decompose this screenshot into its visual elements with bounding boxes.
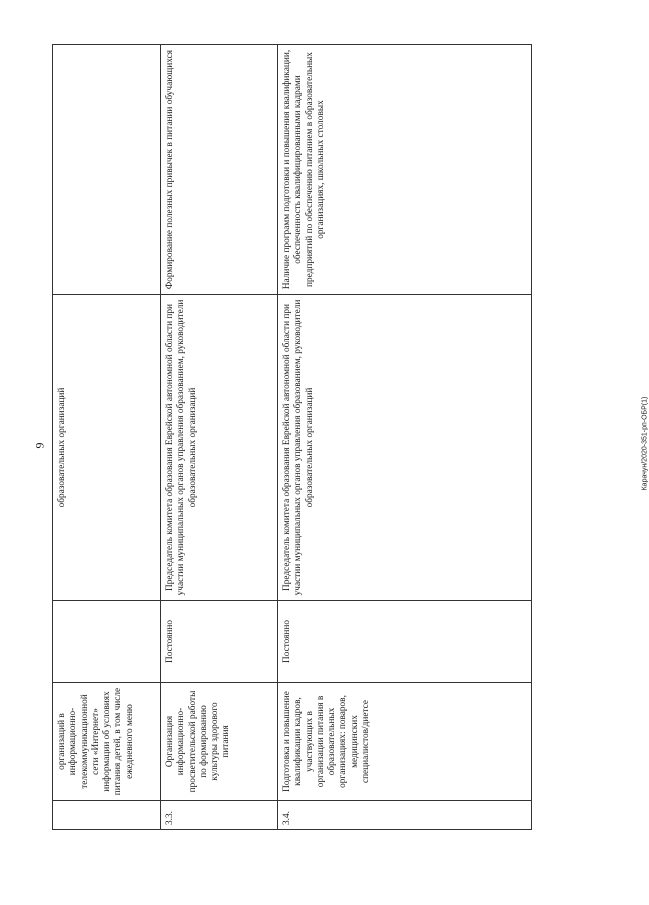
row-number: 3.3. <box>161 801 278 830</box>
table-row <box>53 45 161 830</box>
responsible: Председатель комитета образования Еврейской автономной области при участии муниципальных органов управления образованием, руководители образовательных организаций <box>278 295 532 601</box>
table-row <box>161 45 278 830</box>
responsible: Председатель комитета образования Еврейской автономной области при участии муниципальных органов управления образованием, руководители образовательных организаций <box>161 295 278 601</box>
expected-result: Наличие программ подготовки и повышения квалификации, обеспеченность квалифицированными кадрами предприятий по обеспечению питанием в образовательных организациях, школьных столовых <box>278 45 532 295</box>
measure-name: Подготовка и повышение квалификации кадров, участвующих в организации питания в образовательных организациях: поваров, медицинских специалистов/диетсе <box>278 683 532 801</box>
row-number <box>53 801 161 830</box>
measure-name: организаций в информационно-телекоммуникационной сети «Интернет» информации об условиях питания детей, в том числе ежедневного меню <box>53 683 161 801</box>
responsible: образовательных организаций <box>53 295 161 601</box>
document-stamp: Карачун/2020-351-рп-ОБР(1) <box>641 396 649 491</box>
page-number: 9 <box>32 442 47 449</box>
row-number: 3.4. <box>278 801 532 830</box>
expected-result <box>53 45 161 295</box>
expected-result: Формирование полезных привычек в питании обучающихся <box>161 45 278 295</box>
term <box>53 601 161 683</box>
term: Постоянно <box>161 601 278 683</box>
plan-table <box>52 44 532 830</box>
table-row <box>278 45 532 830</box>
rotated-table-container <box>52 45 532 830</box>
measure-name: Организация информационно-просветительской работы по формированию культуры здорового питания <box>161 683 278 801</box>
term: Постоянно <box>278 601 532 683</box>
